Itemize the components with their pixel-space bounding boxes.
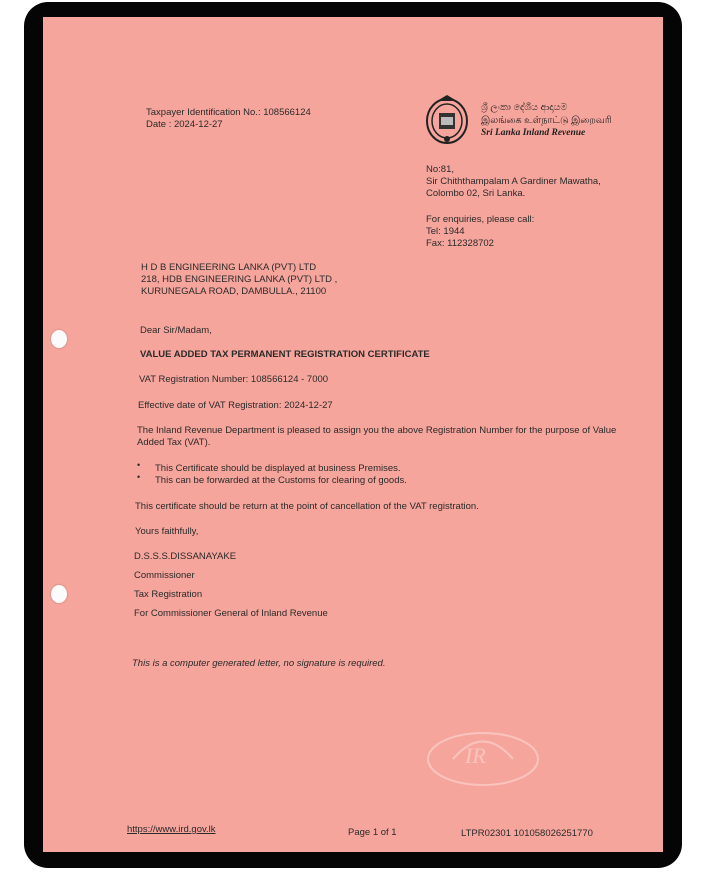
logo-sinhala: ශ්‍රී ලංකා දේශීය ආදායම bbox=[481, 102, 568, 113]
closing: Yours faithfully, bbox=[135, 526, 199, 537]
recipient-line: 218, HDB ENGINEERING LANKA (PVT) LTD , bbox=[141, 274, 338, 285]
logo-tamil: இலங்கை உள்நாட்டு இறைவரி bbox=[481, 115, 612, 126]
ird-watermark-icon bbox=[423, 719, 543, 789]
ird-logo-text bbox=[481, 101, 612, 140]
address-line: No:81, bbox=[426, 164, 454, 175]
signatory-on-behalf: For Commissioner General of Inland Revenue bbox=[134, 608, 328, 619]
recipient-line: KURUNEGALA ROAD, DAMBULLA., 21100 bbox=[141, 286, 327, 297]
bullet-marker: • bbox=[137, 472, 141, 482]
document-reference: LTPR02301 101058026251770 bbox=[461, 828, 593, 839]
fax-number: Fax: 112328702 bbox=[426, 238, 494, 249]
tel-number: Tel: 1944 bbox=[426, 226, 465, 237]
recipient-line: H D B ENGINEERING LANKA (PVT) LTD bbox=[141, 262, 317, 273]
punch-hole-bottom bbox=[51, 585, 67, 603]
computer-generated-note: This is a computer generated letter, no signature is required. bbox=[132, 658, 386, 669]
signatory-unit: Tax Registration bbox=[134, 589, 203, 600]
certificate-title: VALUE ADDED TAX PERMANENT REGISTRATION CERTIFICATE bbox=[140, 349, 430, 360]
letter-date: Date : 2024-12-27 bbox=[146, 119, 223, 130]
body-paragraph-line: The Inland Revenue Department is pleased to assign you the above Registration Number for the purpose of Value bbox=[137, 425, 617, 436]
enquiries-label: For enquiries, please call: bbox=[426, 214, 535, 225]
bullet-item: This Certificate should be displayed at business Premises. bbox=[155, 463, 401, 474]
address-line: Sir Chiththampalam A Gardiner Mawatha, bbox=[426, 176, 601, 187]
signatory-name: D.S.S.S.DISSANAYAKE bbox=[134, 551, 237, 562]
address-line: Colombo 02, Sri Lanka. bbox=[426, 188, 526, 199]
letter-page bbox=[43, 17, 663, 852]
svg-text:IR: IR bbox=[465, 743, 486, 768]
vat-effective-date: Effective date of VAT Registration: 2024-12-27 bbox=[138, 400, 333, 411]
taxpayer-id: Taxpayer Identification No.: 108566124 bbox=[146, 107, 311, 118]
ird-website-link[interactable]: https://www.ird.gov.lk bbox=[127, 824, 216, 835]
return-note: This certificate should be return at the point of cancellation of the VAT registration. bbox=[135, 501, 479, 512]
page-number: Page 1 of 1 bbox=[348, 827, 397, 838]
national-emblem-icon bbox=[425, 93, 469, 145]
punch-hole-top bbox=[51, 330, 67, 348]
logo-english: Sri Lanka Inland Revenue bbox=[481, 128, 586, 138]
bullet-item: This can be forwarded at the Customs for clearing of goods. bbox=[155, 475, 407, 486]
salutation: Dear Sir/Madam, bbox=[140, 325, 212, 336]
vat-registration-number: VAT Registration Number: 108566124 - 7000 bbox=[139, 374, 329, 385]
signatory-title: Commissioner bbox=[134, 570, 195, 581]
body-paragraph-line: Added Tax (VAT). bbox=[137, 437, 211, 448]
bullet-marker: • bbox=[137, 460, 141, 470]
